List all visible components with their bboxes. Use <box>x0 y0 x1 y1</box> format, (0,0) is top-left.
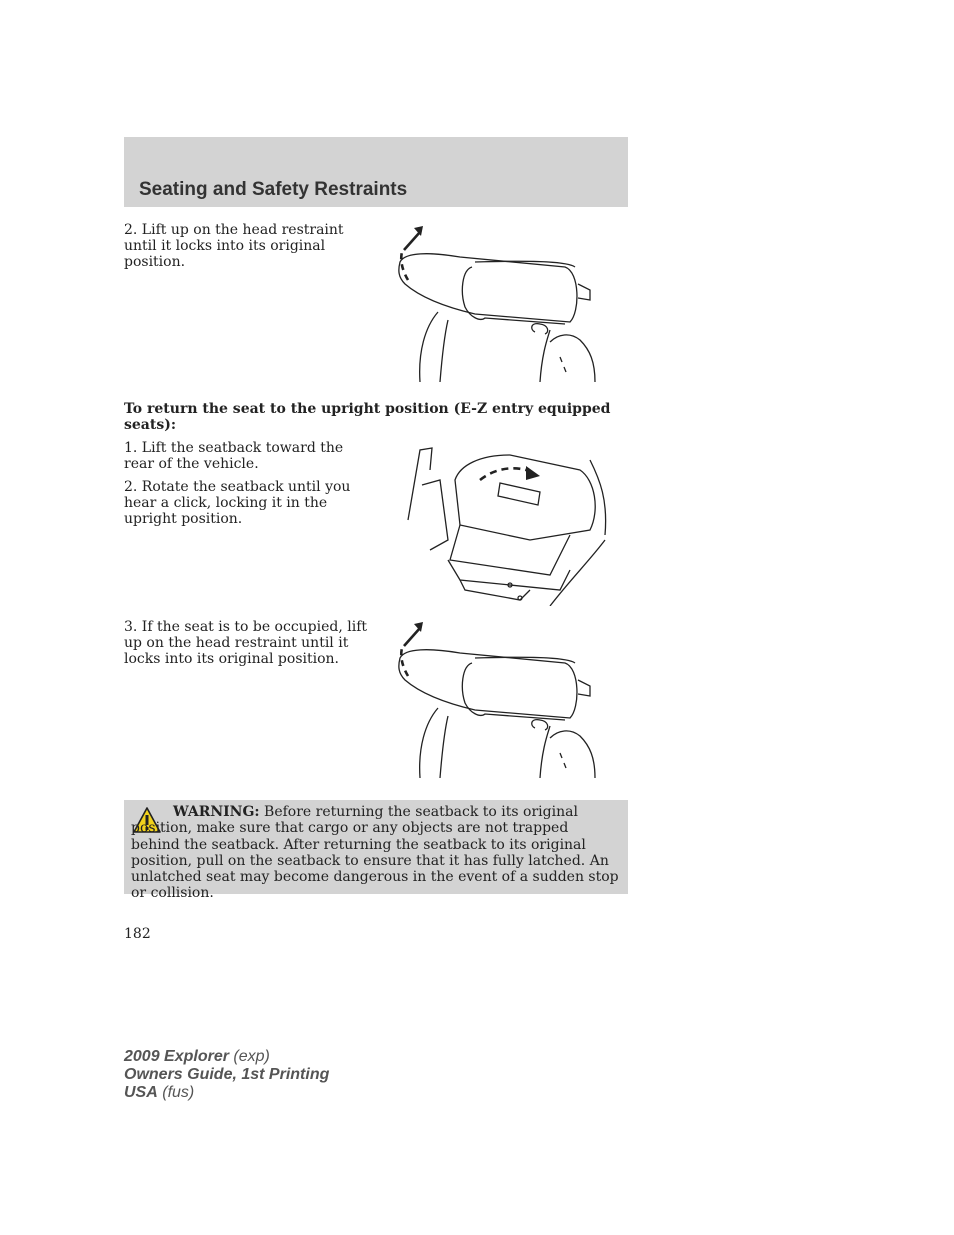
footer-region-code: (fus) <box>162 1084 195 1101</box>
footer-line-2 <box>124 1066 329 1084</box>
seatback-rotation-illustration <box>400 440 612 606</box>
head-restraint-illustration-2 <box>390 618 610 780</box>
section-title: Seating and Safety Restraints <box>139 179 408 200</box>
upright-position-heading: To return the seat to the upright position (E-Z entry equipped seats): <box>124 401 611 433</box>
warning-box <box>124 800 628 902</box>
head-restraint-illustration-1 <box>390 222 610 384</box>
footer-line-3 <box>124 1084 329 1102</box>
footer-region: USA <box>124 1084 158 1101</box>
step-3-occupied-seat: 3. If the seat is to be occupied, lift up on the head restraint until it locks into its original position. <box>124 619 368 667</box>
footer-guide: Owners Guide, 1st Printing <box>124 1066 330 1083</box>
footer-model: 2009 Explorer <box>124 1048 229 1065</box>
step-2-rotate-seatback: 2. Rotate the seatback until you hear a click, locking it in the upright position. <box>124 479 351 527</box>
footer <box>124 1048 329 1102</box>
step-1-lift-seatback: 1. Lift the seatback toward the rear of the vehicle. <box>124 440 344 472</box>
page-number: 182 <box>124 926 151 942</box>
step-2-lift-head-restraint: 2. Lift up on the head restraint until it locks into its original position. <box>124 222 344 270</box>
footer-line-1 <box>124 1048 329 1066</box>
warning-label: WARNING: <box>173 804 260 820</box>
footer-model-code: (exp) <box>233 1048 270 1065</box>
section-header <box>124 137 628 207</box>
warning-body: Before returning the seatback to its original position, make sure that cargo or any objects are not trapped behind the seatback. After returning the seatback to its original position, pull on the seatback to ensure that it has fully latched. An unlatched seat may become dangerous in the event of a sudden stop or collision. <box>131 804 619 902</box>
warning-text <box>131 804 619 902</box>
